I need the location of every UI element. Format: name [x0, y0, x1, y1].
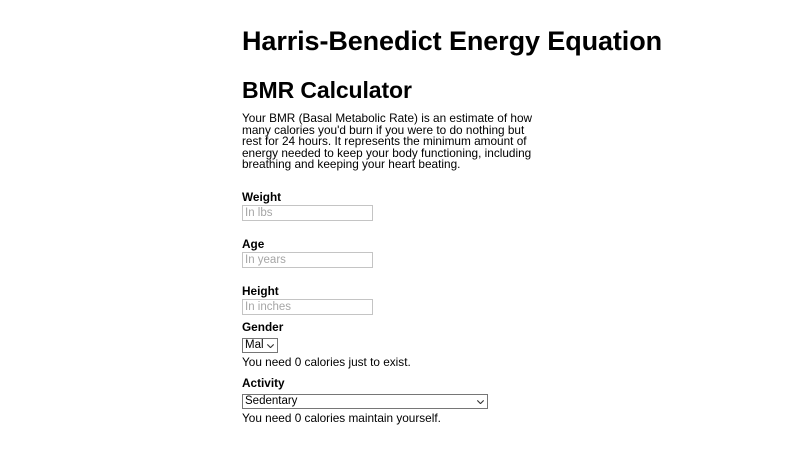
field-height [242, 285, 373, 315]
gender-select-wrap [242, 338, 278, 353]
activity-select-wrap [242, 394, 488, 409]
field-activity [242, 377, 488, 409]
age-label: Age [242, 237, 265, 251]
gender-label: Gender [242, 320, 284, 334]
weight-label: Weight [242, 190, 282, 204]
total-result-text: You need 0 calories maintain yourself. [242, 411, 441, 425]
field-age [242, 238, 373, 268]
height-input[interactable] [242, 299, 373, 315]
gender-select[interactable] [242, 338, 278, 353]
activity-label: Activity [242, 376, 285, 390]
section-title: BMR Calculator [242, 77, 412, 103]
activity-select[interactable] [242, 394, 488, 409]
intro-paragraph: Your BMR (Basal Metabolic Rate) is an estimate of how many calories you'd burn if you were to do nothing but rest for 24 hours. It represents the minimum amount of energy needed to keep your body functioning, including breathing and keeping your heart beating. [242, 111, 533, 172]
height-label: Height [242, 284, 279, 298]
page-title: Harris-Benedict Energy Equation [242, 26, 662, 56]
bmr-result-text: You need 0 calories just to exist. [242, 355, 411, 369]
field-weight [242, 191, 373, 221]
age-input[interactable] [242, 252, 373, 268]
field-gender [242, 321, 283, 353]
weight-input[interactable] [242, 205, 373, 221]
